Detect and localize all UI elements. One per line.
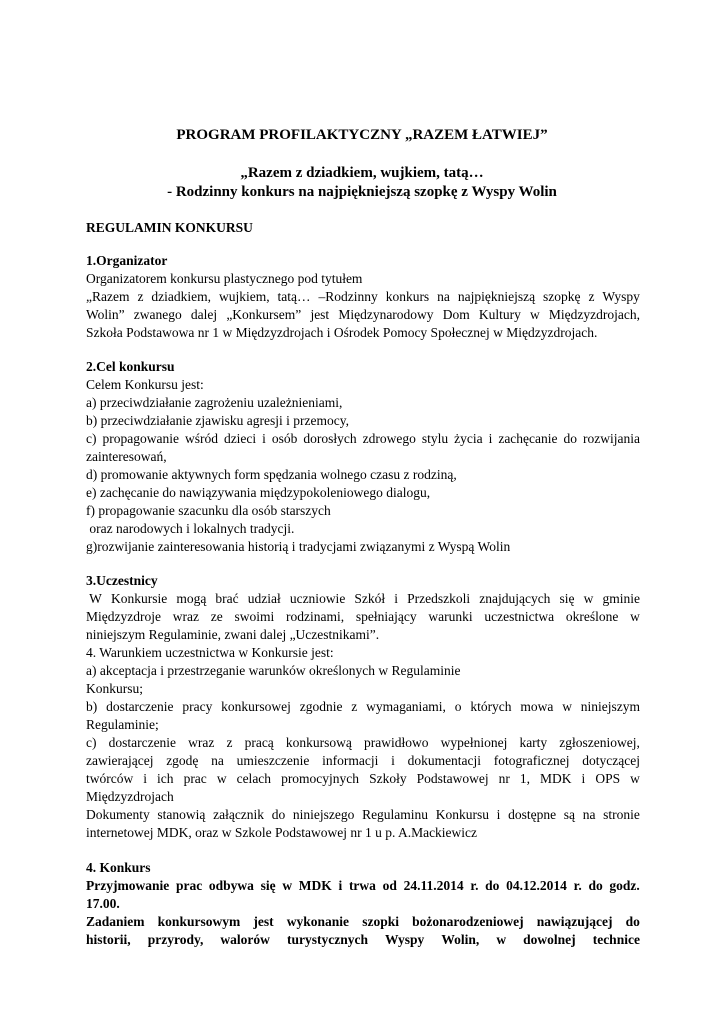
section-2-line: b) przeciwdziałanie zjawisku agresji i przemocy, <box>86 413 350 428</box>
section-1-line: Szkoła Podstawowa nr 1 w Międzyzdrojach i Ośrodek Pomocy Społecznej w Międzyzdrojach. <box>86 325 598 340</box>
program-title: PROGRAM PROFILAKTYCZNY „RAZEM ŁATWIEJ” <box>176 127 548 143</box>
section-2-heading: 2.Cel konkursu <box>86 359 175 374</box>
section-1-heading: 1.Organizator <box>86 253 168 268</box>
section-3-line: internetowej MDK, oraz w Szkole Podstawowej nr 1 u p. A.Mackiewicz <box>86 825 478 840</box>
section-2-line: e) zachęcanie do nawiązywania międzypokoleniowego dialogu, <box>86 485 431 500</box>
section-3-line: niniejszym Regulaminie, zwani dalej „Uczestnikami”. <box>86 627 380 642</box>
section-4-heading: 4. Konkurs <box>86 860 151 875</box>
contest-title-line-2: - Rodzinny konkurs na najpiękniejszą szopkę z Wyspy Wolin <box>167 184 557 200</box>
section-3-line: Międzyzdroje wraz ze swoimi rodzinami, spełniający warunki uczestnictwa określone w <box>86 609 640 624</box>
section-4-line: Przyjmowanie prac odbywa się w MDK i trwa od 24.11.2014 r. do 04.12.2014 r. do godz. <box>86 878 640 893</box>
contest-title-line-1: „Razem z dziadkiem, wujkiem, tatą… <box>240 165 484 181</box>
section-3-line: Dokumenty stanowią załącznik do niniejszego Regulaminu Konkursu i dostępne są na stronie <box>86 807 640 822</box>
section-3-line: Międzyzdrojach <box>86 789 174 804</box>
section-3-line: a) akceptacja i przestrzeganie warunków określonych w Regulaminie <box>86 663 461 678</box>
section-1-line: „Razem z dziadkiem, wujkiem, tatą… –Rodzinny konkurs na najpiękniejszą szopkę z Wyspy <box>86 289 640 304</box>
section-2-line: c) propagowanie wśród dzieci i osób dorosłych zdrowego stylu życia i zachęcanie do rozwijania <box>86 431 640 446</box>
section-2-line: a) przeciwdziałanie zagrożeniu uzależnieniami, <box>86 395 343 410</box>
section-2-line: zainteresowań, <box>86 449 167 464</box>
section-2-line: Celem Konkursu jest: <box>86 377 204 392</box>
section-3-line: Konkursu; <box>86 681 143 696</box>
section-4-line: Zadaniem konkursowym jest wykonanie szopki bożonarodzeniowej nawiązującej do <box>86 914 640 929</box>
section-4-line: 17.00. <box>86 896 120 911</box>
section-2-line: g)rozwijanie zainteresowania historią i tradycjami związanymi z Wyspą Wolin <box>86 539 511 554</box>
section-3-line: Regulaminie; <box>86 717 159 732</box>
section-3-line: b) dostarczenie pracy konkursowej zgodnie z wymaganiami, o których mowa w niniejszym <box>86 699 640 714</box>
section-3-line: 4. Warunkiem uczestnictwa w Konkursie jest: <box>86 645 334 660</box>
section-2-line: oraz narodowych i lokalnych tradycji. <box>86 521 295 536</box>
section-3-heading: 3.Uczestnicy <box>86 573 158 588</box>
section-3-line: W Konkursie mogą brać udział uczniowie Szkół i Przedszkoli znajdujących się w gminie <box>86 591 640 606</box>
section-3-line: twórców i ich prac w celach promocyjnych Szkoły Podstawowej nr 1, MDK i OPS w <box>86 771 640 786</box>
section-3-line: zawierającej zgodę na umieszczenie informacji i dokumentacji fotograficznej dotyczącej <box>86 753 640 768</box>
section-4-line: historii, przyrody, walorów turystycznych Wyspy Wolin, w dowolnej technice <box>86 932 640 947</box>
section-1-line: Wolin” zwanego dalej „Konkursem” jest Międzynarodowy Dom Kultury w Międzyzdrojach, <box>86 307 640 322</box>
section-2-line: d) promowanie aktywnych form spędzania wolnego czasu z rodziną, <box>86 467 457 482</box>
section-1-line: Organizatorem konkursu plastycznego pod tytułem <box>86 271 363 286</box>
section-2-line: f) propagowanie szacunku dla osób starszych <box>86 503 331 518</box>
section-3-line: c) dostarczenie wraz z pracą konkursową prawidłowo wypełnionej karty zgłoszeniowej, <box>86 735 640 750</box>
regulamin-heading: REGULAMIN KONKURSU <box>86 220 253 235</box>
